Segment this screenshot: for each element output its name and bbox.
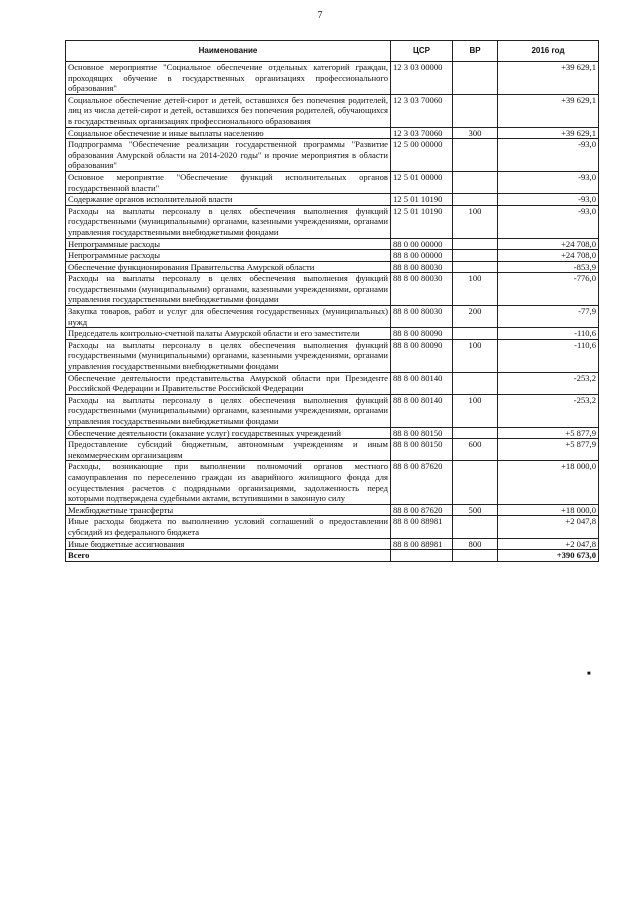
row-name-cell: Обеспечение функционирования Правительства Амурской области: [66, 261, 391, 273]
row-amount-cell: -776,0: [498, 273, 599, 306]
table-row: [66, 328, 599, 340]
row-amount-cell: +39 629,1: [498, 62, 599, 95]
row-name-cell: Социальное обеспечение детей-сирот и детей, оставшихся без попечения родителей, лиц из числа детей-сирот и детей, оставшихся без попечения родителей, обучающихся в государственных организациях профессионального образования: [66, 94, 391, 127]
row-vr-cell: 100: [453, 394, 498, 427]
row-name-cell: Основное мероприятие "Социальное обеспечение отдельных категорий граждан, проходящих обучение в государственных организациях профессионального образования": [66, 62, 391, 95]
row-vr-cell: 200: [453, 306, 498, 328]
table-row: [66, 538, 599, 550]
row-amount-cell: -77,9: [498, 306, 599, 328]
row-amount-cell: +24 708,0: [498, 238, 599, 250]
row-csr-cell: 88 8 00 88981: [391, 538, 453, 550]
row-amount-cell: -93,0: [498, 139, 599, 172]
table-row: [66, 394, 599, 427]
row-name-cell: Социальное обеспечение и иные выплаты населению: [66, 127, 391, 139]
row-amount-cell: -253,2: [498, 372, 599, 394]
row-vr-cell: [453, 516, 498, 538]
column-header-year: 2016 год: [498, 41, 599, 62]
table-row: [66, 516, 599, 538]
row-vr-cell: [453, 328, 498, 340]
row-amount-cell: +5 877,9: [498, 427, 599, 439]
row-name-cell: Непрограммные расходы: [66, 250, 391, 262]
row-vr-cell: [453, 94, 498, 127]
row-name-cell: Всего: [66, 550, 391, 562]
table-row: [66, 372, 599, 394]
table-row: [66, 427, 599, 439]
row-csr-cell: 88 8 00 80030: [391, 261, 453, 273]
row-name-cell: Обеспечение деятельности представительства Амурской области при Президенте Российской Федерации и Правительстве Российской Федерации: [66, 372, 391, 394]
row-amount-cell: +18 000,0: [498, 461, 599, 504]
row-name-cell: Подпрограмма "Обеспечение реализации государственной программы "Развитие образования Амурской области на 2014-2020 годы" и прочие мероприятия в области образования": [66, 139, 391, 172]
table-row: [66, 250, 599, 262]
table-total-row: [66, 550, 599, 562]
row-amount-cell: +39 629,1: [498, 94, 599, 127]
table-row: [66, 205, 599, 238]
table-row: [66, 94, 599, 127]
row-csr-cell: 88 8 00 87620: [391, 504, 453, 516]
page-number: 7: [317, 10, 323, 21]
row-csr-cell: 12 3 03 70060: [391, 127, 453, 139]
row-csr-cell: 88 8 00 80030: [391, 273, 453, 306]
table-row: [66, 62, 599, 95]
row-vr-cell: [453, 261, 498, 273]
row-vr-cell: [453, 250, 498, 262]
row-vr-cell: 500: [453, 504, 498, 516]
row-name-cell: Расходы на выплаты персоналу в целях обеспечения выполнения функций государственными (муниципальными) органами, казенными учреждениями, органами управления государственными внебюджетными фондами: [66, 205, 391, 238]
table-row: [66, 439, 599, 461]
row-csr-cell: 12 5 01 10190: [391, 205, 453, 238]
row-vr-cell: [453, 372, 498, 394]
table-header-row: [66, 41, 599, 62]
row-amount-cell: -853,9: [498, 261, 599, 273]
row-vr-cell: [453, 171, 498, 193]
row-name-cell: Иные расходы бюджета по выполнению условий соглашений о предоставлении субсидий из федерального бюджета: [66, 516, 391, 538]
row-name-cell: Обеспечение деятельности (оказание услуг) государственных учреждений: [66, 427, 391, 439]
row-vr-cell: 300: [453, 127, 498, 139]
table-row: [66, 261, 599, 273]
row-name-cell: Межбюджетные трансферты: [66, 504, 391, 516]
scan-mark: ■: [587, 671, 591, 677]
row-amount-cell: -93,0: [498, 171, 599, 193]
row-name-cell: Непрограммные расходы: [66, 238, 391, 250]
table-row: [66, 504, 599, 516]
row-vr-cell: [453, 194, 498, 206]
table-row: [66, 171, 599, 193]
table-row: [66, 194, 599, 206]
row-vr-cell: [453, 238, 498, 250]
table-row: [66, 273, 599, 306]
row-csr-cell: 88 8 00 80090: [391, 339, 453, 372]
row-csr-cell: 88 8 00 87620: [391, 461, 453, 504]
row-csr-cell: 12 5 01 00000: [391, 171, 453, 193]
row-csr-cell: 88 8 00 80150: [391, 427, 453, 439]
table-body: [66, 62, 599, 562]
table-row: [66, 127, 599, 139]
budget-table: [65, 40, 599, 562]
row-name-cell: Расходы, возникающие при выполнении полномочий органов местного самоуправления по переселению граждан из аварийного жилищного фонда для осуществления расчетов с подрядными организациями, задолженность перед которыми подтверждена судебными актами, вступившими в законную силу: [66, 461, 391, 504]
row-vr-cell: [453, 550, 498, 562]
column-header-name: Наименование: [66, 41, 391, 62]
row-csr-cell: 12 5 00 00000: [391, 139, 453, 172]
row-amount-cell: +39 629,1: [498, 127, 599, 139]
row-name-cell: Закупка товаров, работ и услуг для обеспечения государственных (муниципальных) нужд: [66, 306, 391, 328]
row-amount-cell: +2 047,8: [498, 516, 599, 538]
row-amount-cell: +24 708,0: [498, 250, 599, 262]
row-vr-cell: 100: [453, 339, 498, 372]
row-csr-cell: 12 3 03 00000: [391, 62, 453, 95]
row-vr-cell: [453, 139, 498, 172]
row-vr-cell: [453, 427, 498, 439]
table-row: [66, 139, 599, 172]
row-name-cell: Председатель контрольно-счетной палаты Амурской области и его заместители: [66, 328, 391, 340]
column-header-vr: ВР: [453, 41, 498, 62]
table-row: [66, 306, 599, 328]
row-vr-cell: 600: [453, 439, 498, 461]
row-amount-cell: +390 673,0: [498, 550, 599, 562]
row-amount-cell: -93,0: [498, 205, 599, 238]
table-row: [66, 461, 599, 504]
row-name-cell: Предоставление субсидий бюджетным, автономным учреждениям и иным некоммерческим организациям: [66, 439, 391, 461]
row-amount-cell: +18 000,0: [498, 504, 599, 516]
row-vr-cell: 100: [453, 205, 498, 238]
row-vr-cell: [453, 461, 498, 504]
row-csr-cell: 88 8 00 80090: [391, 328, 453, 340]
row-csr-cell: [391, 550, 453, 562]
column-header-csr: ЦСР: [391, 41, 453, 62]
row-vr-cell: 800: [453, 538, 498, 550]
row-name-cell: Расходы на выплаты персоналу в целях обеспечения выполнения функций государственными (муниципальными) органами, казенными учреждениями, органами управления государственными внебюджетными фондами: [66, 273, 391, 306]
row-csr-cell: 88 8 00 00000: [391, 250, 453, 262]
row-amount-cell: -110,6: [498, 328, 599, 340]
row-vr-cell: [453, 62, 498, 95]
table-row: [66, 238, 599, 250]
row-name-cell: Иные бюджетные ассигнования: [66, 538, 391, 550]
row-csr-cell: 88 8 00 80140: [391, 372, 453, 394]
row-csr-cell: 88 8 00 80030: [391, 306, 453, 328]
row-csr-cell: 88 8 00 80150: [391, 439, 453, 461]
row-name-cell: Содержание органов исполнительной власти: [66, 194, 391, 206]
row-csr-cell: 12 3 03 70060: [391, 94, 453, 127]
row-amount-cell: +2 047,8: [498, 538, 599, 550]
row-csr-cell: 12 5 01 10190: [391, 194, 453, 206]
row-vr-cell: 100: [453, 273, 498, 306]
row-amount-cell: -110,6: [498, 339, 599, 372]
row-amount-cell: -253,2: [498, 394, 599, 427]
row-name-cell: Основное мероприятие "Обеспечение функций исполнительных органов государственной власти": [66, 171, 391, 193]
row-name-cell: Расходы на выплаты персоналу в целях обеспечения выполнения функций государственными (муниципальными) органами, казенными учреждениями, органами управления государственными внебюджетными фондами: [66, 394, 391, 427]
row-amount-cell: -93,0: [498, 194, 599, 206]
row-csr-cell: 88 0 00 00000: [391, 238, 453, 250]
table-row: [66, 339, 599, 372]
row-csr-cell: 88 8 00 88981: [391, 516, 453, 538]
row-name-cell: Расходы на выплаты персоналу в целях обеспечения выполнения функций государственными (муниципальными) органами, казенными учреждениями, органами управления государственными внебюджетными фондами: [66, 339, 391, 372]
row-csr-cell: 88 8 00 80140: [391, 394, 453, 427]
row-amount-cell: +5 877,9: [498, 439, 599, 461]
